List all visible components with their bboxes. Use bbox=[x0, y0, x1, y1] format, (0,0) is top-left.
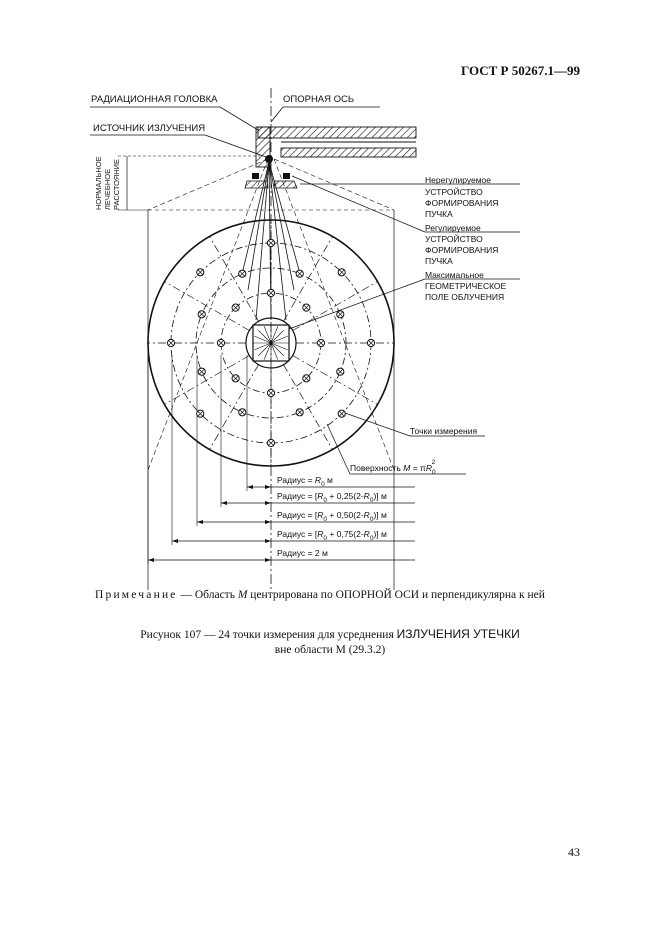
label-radius-050: Радиус = $[R_0 + 0,50(2-R_0)]$ м bbox=[277, 510, 387, 523]
head-bottom-hatched bbox=[281, 148, 416, 157]
diagram-labels bbox=[91, 94, 507, 558]
label-adj-3: ФОРМИРОВАНИЯ bbox=[425, 245, 499, 255]
radius-arrow-r-0 bbox=[265, 485, 271, 489]
label-radius-025: Радиус = $[R_0 + 0,25(2-R_0)]$ м bbox=[277, 491, 387, 504]
label-normal-distance-3: РАССТОЯНИЕ bbox=[112, 158, 121, 210]
adj-collimator-right bbox=[283, 173, 290, 179]
radius-arrow-l-0 bbox=[247, 485, 253, 489]
center-fan-6 bbox=[258, 343, 271, 356]
figure-note: Примечание — Область M центрирована по ОПОРНОЙ ОСИ и перпендикулярна к ней bbox=[95, 589, 545, 601]
label-nonadj-3: ФОРМИРОВАНИЯ bbox=[425, 198, 499, 208]
head-top-hatched bbox=[258, 127, 416, 138]
leader-adj bbox=[292, 176, 425, 232]
label-radiation-source: ИСТОЧНИК ИЗЛУЧЕНИЯ bbox=[93, 123, 206, 134]
center-fan-2 bbox=[271, 343, 284, 356]
nonadj-collimator-right bbox=[274, 181, 297, 188]
label-reference-axis: ОПОРНАЯ ОСЬ bbox=[283, 94, 355, 105]
radius-arrow-r-4 bbox=[265, 558, 271, 562]
label-radius-075: Радиус = $[R_0 + 0,75(2-R_0)]$ м bbox=[277, 529, 387, 542]
label-radiation-head: РАДИАЦИОННАЯ ГОЛОВКА bbox=[91, 94, 218, 105]
diag-left bbox=[148, 159, 268, 470]
page-number: 43 bbox=[568, 845, 580, 859]
label-adj-4: ПУЧКА bbox=[425, 256, 453, 266]
label-nonadj-1: Нерегулируемое bbox=[425, 175, 492, 185]
radius-arrow-l-3 bbox=[172, 539, 178, 543]
leader-surface bbox=[327, 424, 350, 474]
radius-arrow-l-2 bbox=[197, 520, 203, 524]
label-maxfield-3: ПОЛЕ ОБЛУЧЕНИЯ bbox=[425, 292, 505, 302]
label-measurement-points: Точки измерения bbox=[410, 426, 478, 436]
standard-number: ГОСТ Р 50267.1—99 bbox=[461, 63, 580, 78]
label-radius-2m: Радиус = 2 м bbox=[277, 548, 328, 558]
label-normal-distance-1: НОРМАЛЬНОЕ bbox=[94, 156, 103, 210]
radius-arrow-r-3 bbox=[265, 539, 271, 543]
radius-arrow-l-4 bbox=[148, 558, 154, 562]
label-surface: Поверхность $M = \pi R_02$ bbox=[350, 459, 436, 476]
leader-head bbox=[220, 107, 258, 130]
label-radius-r0: Радиус = $R_0$ м bbox=[277, 475, 333, 488]
radiation-source-dot bbox=[265, 155, 273, 163]
label-adj-1: Регулируемое bbox=[425, 223, 481, 233]
label-adj-2: УСТРОЙСТВО bbox=[425, 234, 483, 244]
radius-arrow-r-2 bbox=[265, 520, 271, 524]
leader-axis bbox=[271, 107, 283, 122]
label-maxfield-2: ГЕОМЕТРИЧЕСКОЕ bbox=[425, 281, 507, 291]
radius-arrow-l-1 bbox=[221, 501, 227, 505]
label-maxfield-1: Максимальное bbox=[425, 270, 484, 280]
leader-max bbox=[289, 279, 425, 329]
center-fan-14 bbox=[271, 330, 284, 343]
label-nonadj-2: УСТРОЙСТВО bbox=[425, 187, 483, 197]
radius-arrow-r-1 bbox=[265, 501, 271, 505]
adj-collimator-left bbox=[252, 173, 259, 179]
diag-right bbox=[274, 159, 394, 470]
center-fan-10 bbox=[258, 330, 271, 343]
figure-caption: Рисунок 107 — 24 точки измерения для усреднения ИЗЛУЧЕНИЯ УТЕЧКИ вне области М (29.3.2) bbox=[140, 627, 520, 656]
label-normal-distance-2: ЛЕЧЕБНОЕ bbox=[103, 168, 112, 210]
label-nonadj-4: ПУЧКА bbox=[425, 209, 453, 219]
